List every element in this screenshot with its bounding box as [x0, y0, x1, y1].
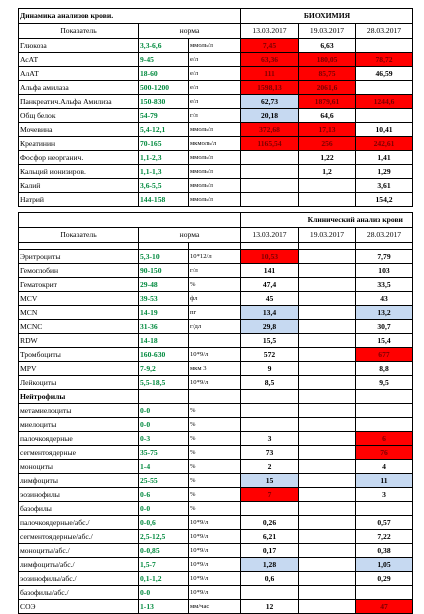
- param-name: MPV: [19, 362, 139, 376]
- param-name: базофилы: [19, 502, 139, 516]
- blood-count-table: [18, 212, 413, 614]
- value-date-2: [299, 193, 356, 207]
- unit: 10*9/л: [189, 516, 241, 530]
- value-date-3: [356, 502, 413, 516]
- value-date-2: 1,22: [299, 151, 356, 165]
- table-row: [19, 306, 413, 320]
- unit: г/дл: [189, 320, 241, 334]
- value-date-2: [299, 264, 356, 278]
- value-date-2: 1,2: [299, 165, 356, 179]
- param-name: АлАТ: [19, 67, 139, 81]
- table-row: [19, 250, 413, 264]
- table-row: [19, 334, 413, 348]
- param-name: Лейкоциты: [19, 376, 139, 390]
- unit: е/л: [189, 53, 241, 67]
- unit: мм/час: [189, 600, 241, 614]
- value-date-1: 0,26: [241, 516, 299, 530]
- param-name: метамиелоциты: [19, 404, 139, 418]
- value-date-3: 3,61: [356, 179, 413, 193]
- unit: [189, 390, 241, 404]
- value-date-3: 1,05: [356, 558, 413, 572]
- norm-range: 54-79: [139, 109, 189, 123]
- norm-range: 39-53: [139, 292, 189, 306]
- param-name: базофилы/абс./: [19, 586, 139, 600]
- blood-count-header-row: [19, 228, 413, 243]
- norm-range: 500-1200: [139, 81, 189, 95]
- value-date-1: 2: [241, 460, 299, 474]
- table-row: [19, 572, 413, 586]
- value-date-2: [299, 306, 356, 320]
- value-date-2: [299, 516, 356, 530]
- value-date-1: 141: [241, 264, 299, 278]
- value-date-2: [299, 488, 356, 502]
- column-header-date-2: 19.03.2017: [299, 228, 356, 243]
- value-date-2: 17,13: [299, 123, 356, 137]
- value-date-3: 0,57: [356, 516, 413, 530]
- value-date-3: 0,38: [356, 544, 413, 558]
- table-row: [19, 502, 413, 516]
- value-date-1: 0,6: [241, 572, 299, 586]
- unit: г/л: [189, 109, 241, 123]
- unit: 10*9/л: [189, 544, 241, 558]
- param-name: Панкреатич.Альфа Амилиза: [19, 95, 139, 109]
- table-row: [19, 151, 413, 165]
- value-date-3: [356, 404, 413, 418]
- column-header-param: Показатель: [19, 24, 139, 39]
- value-date-3: 4: [356, 460, 413, 474]
- unit: %: [189, 488, 241, 502]
- value-date-3: 10,41: [356, 123, 413, 137]
- table-row: [19, 193, 413, 207]
- norm-range: 0-0: [139, 404, 189, 418]
- table-row: [19, 362, 413, 376]
- value-date-1: [241, 586, 299, 600]
- table-row: [19, 109, 413, 123]
- value-date-2: [299, 278, 356, 292]
- param-name: эозинофилы/абс./: [19, 572, 139, 586]
- value-date-3: 15,4: [356, 334, 413, 348]
- table-row: [19, 474, 413, 488]
- unit: 10*9/л: [189, 572, 241, 586]
- value-date-2: 1879,61: [299, 95, 356, 109]
- unit: %: [189, 502, 241, 516]
- value-date-3: 8,8: [356, 362, 413, 376]
- table-row: [19, 292, 413, 306]
- value-date-3: [356, 81, 413, 95]
- column-header-date-1: 13.03.2017: [241, 24, 299, 39]
- norm-range: 0-0: [139, 586, 189, 600]
- unit: 10*9/л: [189, 348, 241, 362]
- unit: ммоль/л: [189, 151, 241, 165]
- value-date-1: 73: [241, 446, 299, 460]
- norm-range: 1,1-2,3: [139, 151, 189, 165]
- value-date-3: 154,2: [356, 193, 413, 207]
- value-date-3: 30,7: [356, 320, 413, 334]
- unit: е/л: [189, 67, 241, 81]
- param-name: моноциты: [19, 460, 139, 474]
- table-row: [19, 320, 413, 334]
- value-date-1: 15: [241, 474, 299, 488]
- table-row: [19, 460, 413, 474]
- norm-range: 5,5-18,5: [139, 376, 189, 390]
- value-date-2: [299, 179, 356, 193]
- unit: фл: [189, 292, 241, 306]
- value-date-1: 372,68: [241, 123, 299, 137]
- value-date-2: [299, 404, 356, 418]
- norm-range: 25-55: [139, 474, 189, 488]
- value-date-1: 15,5: [241, 334, 299, 348]
- norm-range: 90-150: [139, 264, 189, 278]
- unit: 10*9/л: [189, 376, 241, 390]
- biochemistry-table: [18, 8, 413, 207]
- unit: пг: [189, 306, 241, 320]
- value-date-1: 9: [241, 362, 299, 376]
- norm-range: 3,6-5,5: [139, 179, 189, 193]
- table-row: [19, 39, 413, 53]
- param-name: Эритроциты: [19, 250, 139, 264]
- value-date-3: 3: [356, 488, 413, 502]
- norm-range: [139, 390, 189, 404]
- param-name: MCV: [19, 292, 139, 306]
- param-name: АсАТ: [19, 53, 139, 67]
- table-row: [19, 516, 413, 530]
- value-date-3: 7,79: [356, 250, 413, 264]
- unit: %: [189, 432, 241, 446]
- table-row: [19, 165, 413, 179]
- value-date-1: 7: [241, 488, 299, 502]
- table-row: [19, 586, 413, 600]
- param-name: Калий: [19, 179, 139, 193]
- norm-range: 1-4: [139, 460, 189, 474]
- value-date-1: 1165,54: [241, 137, 299, 151]
- value-date-1: 6,21: [241, 530, 299, 544]
- value-date-1: 1,28: [241, 558, 299, 572]
- column-header-date-3: 28.03.2017: [356, 24, 413, 39]
- param-name: лимфоциты/абс./: [19, 558, 139, 572]
- value-date-3: 242,61: [356, 137, 413, 151]
- value-date-1: [241, 390, 299, 404]
- column-header-date-1: 13.03.2017: [241, 228, 299, 243]
- unit: ммоль/л: [189, 193, 241, 207]
- value-date-2: [299, 586, 356, 600]
- value-date-2: [299, 446, 356, 460]
- value-date-1: 1598,13: [241, 81, 299, 95]
- value-date-2: [299, 474, 356, 488]
- unit: ммоль/л: [189, 165, 241, 179]
- param-name: эозинофилы: [19, 488, 139, 502]
- unit: г/л: [189, 264, 241, 278]
- norm-range: 150-830: [139, 95, 189, 109]
- value-date-1: [241, 418, 299, 432]
- value-date-2: [299, 502, 356, 516]
- norm-range: 7-9,2: [139, 362, 189, 376]
- value-date-3: [356, 418, 413, 432]
- table-row: [19, 264, 413, 278]
- value-date-2: [299, 390, 356, 404]
- param-name: Нейтрофилы: [19, 390, 139, 404]
- param-name: СОЭ: [19, 600, 139, 614]
- param-name: Гематокрит: [19, 278, 139, 292]
- value-date-1: [241, 179, 299, 193]
- unit: %: [189, 278, 241, 292]
- param-name: миелоциты: [19, 418, 139, 432]
- column-header-norm: норма: [139, 228, 241, 243]
- column-header-date-2: 19.03.2017: [299, 24, 356, 39]
- norm-range: 5,3-10: [139, 250, 189, 264]
- norm-range: 1,1-1,3: [139, 165, 189, 179]
- param-name: Гемоглобин: [19, 264, 139, 278]
- norm-range: 0-0,6: [139, 516, 189, 530]
- param-name: Мочевина: [19, 123, 139, 137]
- value-date-3: 78,72: [356, 53, 413, 67]
- value-date-2: [299, 530, 356, 544]
- param-name: MCNC: [19, 320, 139, 334]
- value-date-3: 76: [356, 446, 413, 460]
- value-date-3: 9,5: [356, 376, 413, 390]
- table-row: [19, 53, 413, 67]
- unit: 10*9/л: [189, 530, 241, 544]
- table-row: [19, 558, 413, 572]
- unit: [189, 334, 241, 348]
- value-date-2: 64,6: [299, 109, 356, 123]
- value-date-1: 12: [241, 600, 299, 614]
- unit: 10*9/л: [189, 586, 241, 600]
- value-date-2: [299, 558, 356, 572]
- value-date-1: 13,4: [241, 306, 299, 320]
- value-date-1: 0,17: [241, 544, 299, 558]
- column-header-date-3: 28.03.2017: [356, 228, 413, 243]
- norm-range: 1-13: [139, 600, 189, 614]
- value-date-2: [299, 376, 356, 390]
- value-date-3: 677: [356, 348, 413, 362]
- value-date-3: 6: [356, 432, 413, 446]
- value-date-3: 7,22: [356, 530, 413, 544]
- unit: %: [189, 418, 241, 432]
- param-name: палочкоядерные/абс./: [19, 516, 139, 530]
- norm-range: 31-36: [139, 320, 189, 334]
- value-date-1: 111: [241, 67, 299, 81]
- value-date-3: 46,59: [356, 67, 413, 81]
- norm-range: 0-0,85: [139, 544, 189, 558]
- norm-range: 70-165: [139, 137, 189, 151]
- param-name: Глюкоза: [19, 39, 139, 53]
- norm-range: 144-158: [139, 193, 189, 207]
- value-date-2: [299, 292, 356, 306]
- value-date-1: 572: [241, 348, 299, 362]
- value-date-2: [299, 348, 356, 362]
- column-header-param: Показатель: [19, 228, 139, 243]
- table-row: [19, 446, 413, 460]
- value-date-3: 1244,6: [356, 95, 413, 109]
- value-date-2: [299, 460, 356, 474]
- param-name: RDW: [19, 334, 139, 348]
- param-name: Фосфор неорганич.: [19, 151, 139, 165]
- norm-range: 9-45: [139, 53, 189, 67]
- value-date-3: [356, 109, 413, 123]
- table-row: [19, 137, 413, 151]
- table-row: [19, 81, 413, 95]
- value-date-1: 45: [241, 292, 299, 306]
- unit: ммоль/л: [189, 39, 241, 53]
- unit: %: [189, 460, 241, 474]
- param-name: Тромбоциты: [19, 348, 139, 362]
- unit: мкмоль/л: [189, 137, 241, 151]
- value-date-3: 43: [356, 292, 413, 306]
- value-date-3: 0,29: [356, 572, 413, 586]
- table-row: [19, 67, 413, 81]
- value-date-1: 8,5: [241, 376, 299, 390]
- value-date-2: [299, 250, 356, 264]
- table-row: [19, 179, 413, 193]
- norm-range: 2,5-12,5: [139, 530, 189, 544]
- document-title: Динамика анализов крови.: [19, 9, 241, 24]
- value-date-3: 47: [356, 600, 413, 614]
- norm-range: 0-6: [139, 488, 189, 502]
- value-date-3: [356, 586, 413, 600]
- value-date-3: 1,29: [356, 165, 413, 179]
- table-row: [19, 390, 413, 404]
- value-date-3: 103: [356, 264, 413, 278]
- value-date-1: [241, 404, 299, 418]
- norm-range: 0-0: [139, 418, 189, 432]
- unit: %: [189, 404, 241, 418]
- table-row: [19, 418, 413, 432]
- value-date-2: 2061,6: [299, 81, 356, 95]
- table-row: [19, 348, 413, 362]
- norm-range: 0-0: [139, 502, 189, 516]
- unit: ммоль/л: [189, 123, 241, 137]
- table-row: [19, 404, 413, 418]
- value-date-1: 63,36: [241, 53, 299, 67]
- table-row: [19, 432, 413, 446]
- biochemistry-section-title: БИОХИМИЯ: [299, 9, 356, 24]
- value-date-2: [299, 320, 356, 334]
- value-date-1: 62,73: [241, 95, 299, 109]
- unit: 10*9/л: [189, 558, 241, 572]
- value-date-3: [356, 39, 413, 53]
- param-name: моноциты/абс./: [19, 544, 139, 558]
- norm-range: 0,1-1,2: [139, 572, 189, 586]
- value-date-2: 6,63: [299, 39, 356, 53]
- norm-range: 14-18: [139, 334, 189, 348]
- value-date-1: 3: [241, 432, 299, 446]
- unit: %: [189, 446, 241, 460]
- norm-range: 1,5-7: [139, 558, 189, 572]
- param-name: Альфа амилаза: [19, 81, 139, 95]
- value-date-2: [299, 334, 356, 348]
- value-date-3: 11: [356, 474, 413, 488]
- value-date-1: [241, 165, 299, 179]
- value-date-3: 1,41: [356, 151, 413, 165]
- param-name: Креатинин: [19, 137, 139, 151]
- blood-count-section-title: Клинический анализ крови: [299, 213, 413, 228]
- value-date-3: [356, 390, 413, 404]
- unit: %: [189, 474, 241, 488]
- param-name: Общ белок: [19, 109, 139, 123]
- param-name: палочкоядерные: [19, 432, 139, 446]
- unit: е/л: [189, 81, 241, 95]
- table-row: [19, 600, 413, 614]
- norm-range: 3,3-6,6: [139, 39, 189, 53]
- norm-range: 29-48: [139, 278, 189, 292]
- value-date-1: 20,18: [241, 109, 299, 123]
- table-row: [19, 488, 413, 502]
- table-row: [19, 530, 413, 544]
- unit: 10*12/л: [189, 250, 241, 264]
- value-date-1: 10,53: [241, 250, 299, 264]
- value-date-2: 180,05: [299, 53, 356, 67]
- value-date-1: 7,45: [241, 39, 299, 53]
- unit: е/л: [189, 95, 241, 109]
- param-name: лимфоциты: [19, 474, 139, 488]
- param-name: сегментоядерные: [19, 446, 139, 460]
- norm-range: 160-630: [139, 348, 189, 362]
- table-row: [19, 376, 413, 390]
- value-date-2: [299, 600, 356, 614]
- value-date-2: [299, 432, 356, 446]
- param-name: MCN: [19, 306, 139, 320]
- value-date-1: 29,8: [241, 320, 299, 334]
- norm-range: 18-60: [139, 67, 189, 81]
- table-row: [19, 278, 413, 292]
- unit: мкм 3: [189, 362, 241, 376]
- value-date-2: 85,75: [299, 67, 356, 81]
- value-date-1: [241, 193, 299, 207]
- norm-range: 35-75: [139, 446, 189, 460]
- value-date-3: 33,5: [356, 278, 413, 292]
- table-row: [19, 544, 413, 558]
- table-row: [19, 95, 413, 109]
- column-header-norm: норма: [139, 24, 241, 39]
- value-date-1: 47,4: [241, 278, 299, 292]
- param-name: сегментоядерные/абс./: [19, 530, 139, 544]
- value-date-3: 13,2: [356, 306, 413, 320]
- norm-range: 14-19: [139, 306, 189, 320]
- unit: ммоль/л: [189, 179, 241, 193]
- norm-range: 0-3: [139, 432, 189, 446]
- value-date-1: [241, 151, 299, 165]
- value-date-2: 256: [299, 137, 356, 151]
- param-name: Кальций ионизиров.: [19, 165, 139, 179]
- param-name: Натрий: [19, 193, 139, 207]
- value-date-1: [241, 502, 299, 516]
- norm-range: 5,4-12,1: [139, 123, 189, 137]
- table-row: [19, 123, 413, 137]
- value-date-2: [299, 418, 356, 432]
- value-date-2: [299, 544, 356, 558]
- biochemistry-header-row: [19, 24, 413, 39]
- value-date-2: [299, 362, 356, 376]
- value-date-2: [299, 572, 356, 586]
